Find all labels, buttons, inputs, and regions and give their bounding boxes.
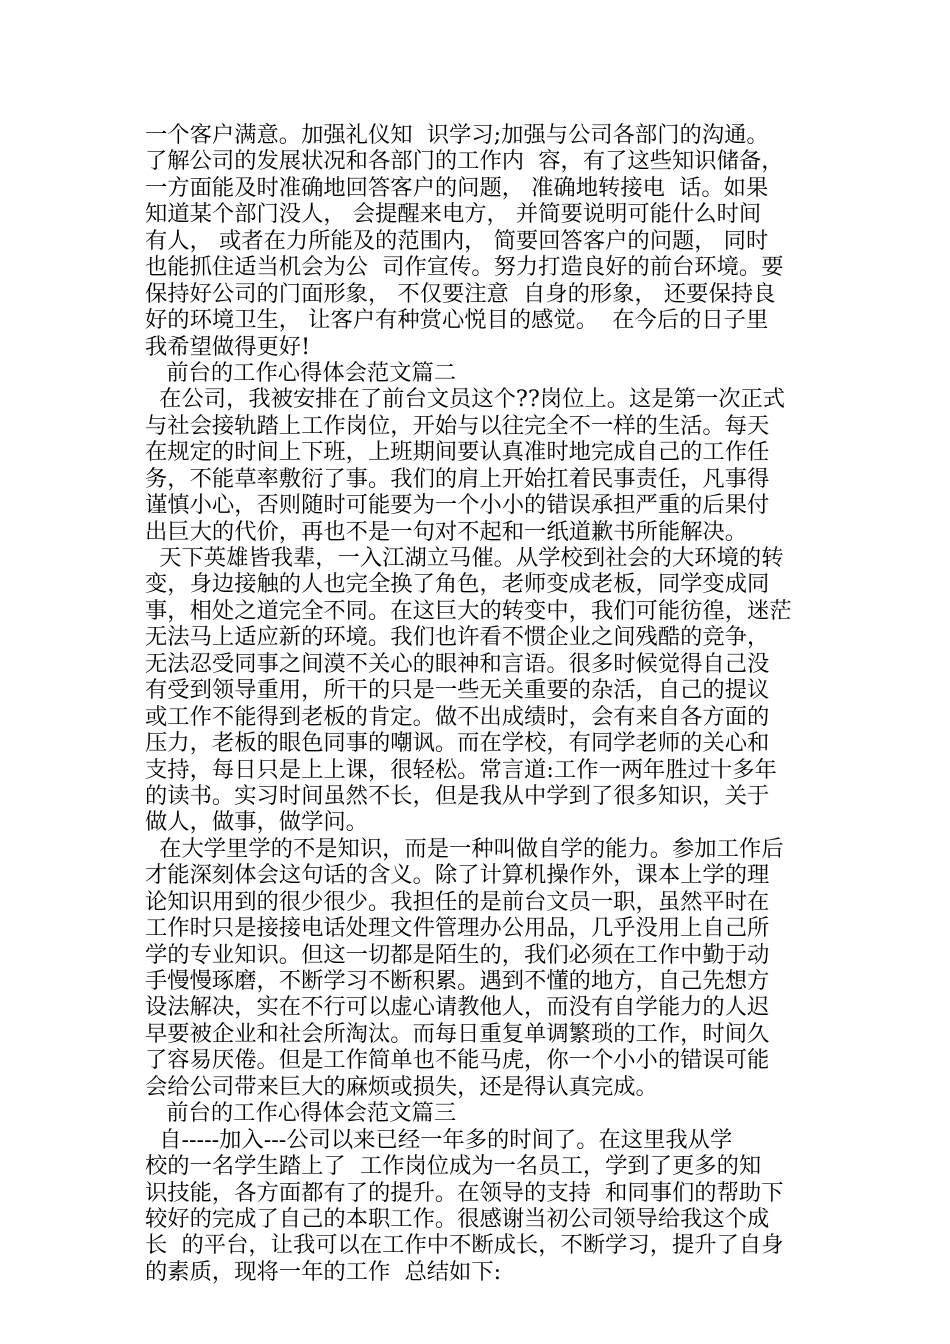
- text-line: 在公司，我被安排在了前台文员这个??岗位上。这是第一次正式: [145, 386, 786, 413]
- text-line: 一方面能及时准确地回答客户的问题， 准确地转接电 话。如果: [145, 174, 769, 201]
- text-line: 工作时只是接接电话处理文件管理办公用品，几乎没用上自己所: [145, 915, 770, 942]
- text-line: 事，相处之道完全不同。在这巨大的转变中，我们可能彷徨，迷茫: [145, 597, 792, 624]
- text-line: 无法马上适应新的环境。我们也许看不惯企业之间残酷的竞争，: [145, 624, 770, 651]
- text-line: 我希望做得更好!: [145, 333, 311, 360]
- text-line: 谨慎小心，否则随时可能要为一个小小的错误承担严重的后果付: [145, 492, 770, 519]
- text-line: 了容易厌倦。但是工作简单也不能马虎，你一个小小的错误可能: [145, 1047, 770, 1074]
- text-line: 设法解决，实在不行可以虚心请教他人，而没有自学能力的人迟: [145, 994, 770, 1021]
- text-line: 一个客户满意。加强礼仪知 识学习;加强与公司各部门的沟通。: [145, 122, 769, 148]
- text-line: 知道某个部门没人， 会提醒来电方， 并简要说明可能什么时间: [145, 201, 762, 228]
- text-line: 较好的完成了自己的本职工作。很感谢当初公司领导给我这个成: [145, 1205, 770, 1232]
- text-line: 会给公司带来巨大的麻烦或损失，还是得认真完成。: [145, 1073, 658, 1100]
- text-line: 有受到领导重用，所干的只是一些无关重要的杂活，自己的提议: [145, 677, 770, 704]
- text-line: 无法忍受同事之间漠不关心的眼神和言语。很多时候觉得自己没: [145, 650, 770, 677]
- text-line: 天下英雄皆我辈，一入江湖立马催。从学校到社会的大环境的转: [145, 545, 784, 571]
- text-line: 手慢慢琢磨，不断学习不断积累。遇到不懂的地方，自己先想方: [145, 968, 770, 994]
- text-line: 也能抓住适当机会为公 司作宣传。努力打造良好的前台环境。要: [145, 254, 784, 281]
- section-heading: 前台的工作心得体会范文篇三: [145, 1100, 457, 1127]
- text-line: 论知识用到的很少很少。我担任的是前台文员一职，虽然平时在: [145, 888, 770, 915]
- text-line: 或工作不能得到老板的肯定。做不出成绩时，会有来自各方面的: [145, 703, 770, 730]
- text-line: 的素质，现将一年的工作 总结如下:: [145, 1258, 502, 1285]
- text-line: 校的一名学生踏上了 工作岗位成为一名员工，学到了更多的知: [145, 1153, 762, 1180]
- text-line: 做人，做事，做学问。: [145, 809, 368, 836]
- section-heading: 前台的工作心得体会范文篇二: [145, 359, 457, 386]
- text-line: 有人， 或者在力所能及的范围内， 简要回答客户的问题， 同时: [145, 227, 769, 254]
- text-line: 保持好公司的门面形象， 不仅要注意 自身的形象， 还要保持良: [145, 280, 776, 307]
- text-line: 早要被企业和社会所淘汰。而每日重复单调繁琐的工作，时间久: [145, 1020, 770, 1047]
- text-line: 务，不能草率敷衍了事。我们的肩上开始扛着民事责任，凡事得: [145, 465, 770, 492]
- text-line: 支持，每日只是上上课，很轻松。常言道:工作一两年胜过十多年: [145, 756, 777, 783]
- text-line: 压力，老板的眼色同事的嘲讽。而在学校，有同学老师的关心和: [145, 730, 770, 757]
- text-line: 自-----加入---公司以来已经一年多的时间了。在这里我从学: [145, 1126, 733, 1153]
- text-line: 出巨大的代价，再也不是一句对不起和一纸道歉书所能解决。: [145, 518, 748, 545]
- text-line: 与社会接轨踏上工作岗位，开始与以往完全不一样的生活。每天: [145, 412, 770, 439]
- text-line: 识技能，各方面都有了的提升。在领导的支持 和同事们的帮助下: [145, 1179, 784, 1206]
- text-line: 学的专业知识。但这一切都是陌生的，我们必须在工作中勤于动: [145, 941, 770, 968]
- text-line: 在大学里学的不是知识，而是一种叫做自学的能力。参加工作后: [145, 835, 784, 862]
- text-line: 好的环境卫生， 让客户有种赏心悦目的感觉。 在今后的日子里: [145, 307, 769, 334]
- text-line: 才能深刻体会这句话的含义。除了计算机操作外，课本上学的理: [145, 862, 770, 889]
- text-line: 变，身边接触的人也完全换了角色，老师变成老板，同学变成同: [145, 571, 770, 598]
- text-line: 长 的平台，让我可以在工作中不断成长，不断学习，提升了自身: [145, 1232, 784, 1259]
- text-line: 在规定的时间上下班，上班期间要认真准时地完成自己的工作任: [145, 439, 770, 466]
- text-line: 的读书。实习时间虽然不长，但是我从中学到了很多知识，关于: [145, 782, 770, 809]
- text-line: 了解公司的发展状况和各部门的工作内 容，有了这些知识储备，: [145, 148, 784, 175]
- document-body: [145, 122, 815, 1285]
